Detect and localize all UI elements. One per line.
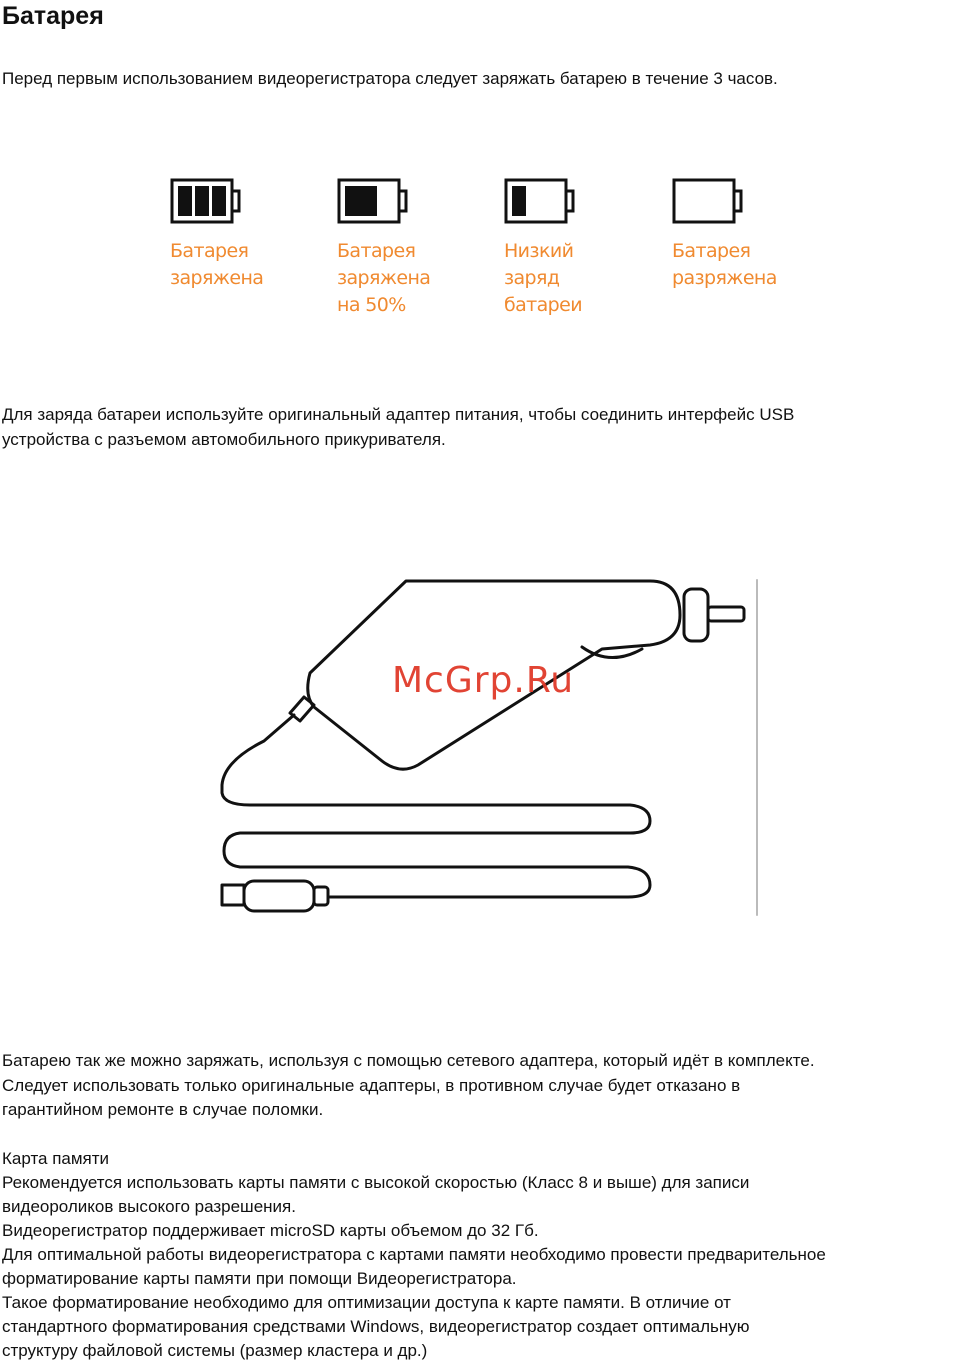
memory-card-line: Видеорегистратор поддерживает microSD карты объемом до 32 Гб. xyxy=(2,1221,539,1240)
battery-state-half xyxy=(337,178,467,319)
car-charger-icon xyxy=(210,575,770,925)
intro-text: Перед первым использованием видеорегистратора следует заряжать батарею в течение 3 часов. xyxy=(2,69,778,88)
memory-card-line: стандартного форматирования средствами Windows, видеорегистратор создает оптимальную xyxy=(2,1317,750,1336)
adapter-text-line-3: гарантийном ремонте в случае поломки. xyxy=(2,1100,324,1119)
battery-half-icon xyxy=(337,178,409,224)
battery-full-icon xyxy=(170,178,242,224)
page-title: Батарея xyxy=(2,2,104,30)
memory-card-line: видеороликов высокого разрешения. xyxy=(2,1197,296,1216)
battery-state-full xyxy=(170,178,300,292)
watermark: McGrp.Ru xyxy=(392,660,575,701)
battery-state-label: Батарея разряжена xyxy=(672,240,777,289)
adapter-text-line-1: Батарею так же можно заряжать, используя с помощью сетевого адаптера, который идёт в комплекте. xyxy=(2,1051,815,1070)
battery-empty-icon xyxy=(672,178,744,224)
adapter-text-line-2: Следует использовать только оригинальные адаптеры, в противном случае будет отказано в xyxy=(2,1076,741,1095)
battery-state-label: Низкий заряд батареи xyxy=(504,240,582,316)
memory-card-line: форматирование карты памяти при помощи Видеорегистратора. xyxy=(2,1269,517,1288)
memory-card-line: Рекомендуется использовать карты памяти с высокой скоростью (Класс 8 и выше) для записи xyxy=(2,1173,750,1192)
memory-card-line: структуру файловой системы (размер кластера и др.) xyxy=(2,1341,428,1360)
battery-state-label: Батарея заряжена xyxy=(170,240,264,289)
memory-card-line: Для оптимальной работы видеорегистратора с картами памяти необходимо провести предварительное xyxy=(2,1245,826,1264)
battery-state-label: Батарея заряжена на 50% xyxy=(337,240,431,316)
charge-text-line-2: устройства с разъемом автомобильного прикуривателя. xyxy=(2,430,446,449)
battery-low-icon xyxy=(504,178,576,224)
battery-state-low xyxy=(504,178,634,319)
battery-state-empty xyxy=(672,178,802,292)
charge-text-line-1: Для заряда батареи используйте оригинальный адаптер питания, чтобы соединить интерфейс USB xyxy=(2,405,795,424)
memory-card-line: Такое форматирование необходимо для оптимизации доступа к карте памяти. В отличие от xyxy=(2,1293,731,1312)
memory-card-heading: Карта памяти xyxy=(2,1149,110,1168)
